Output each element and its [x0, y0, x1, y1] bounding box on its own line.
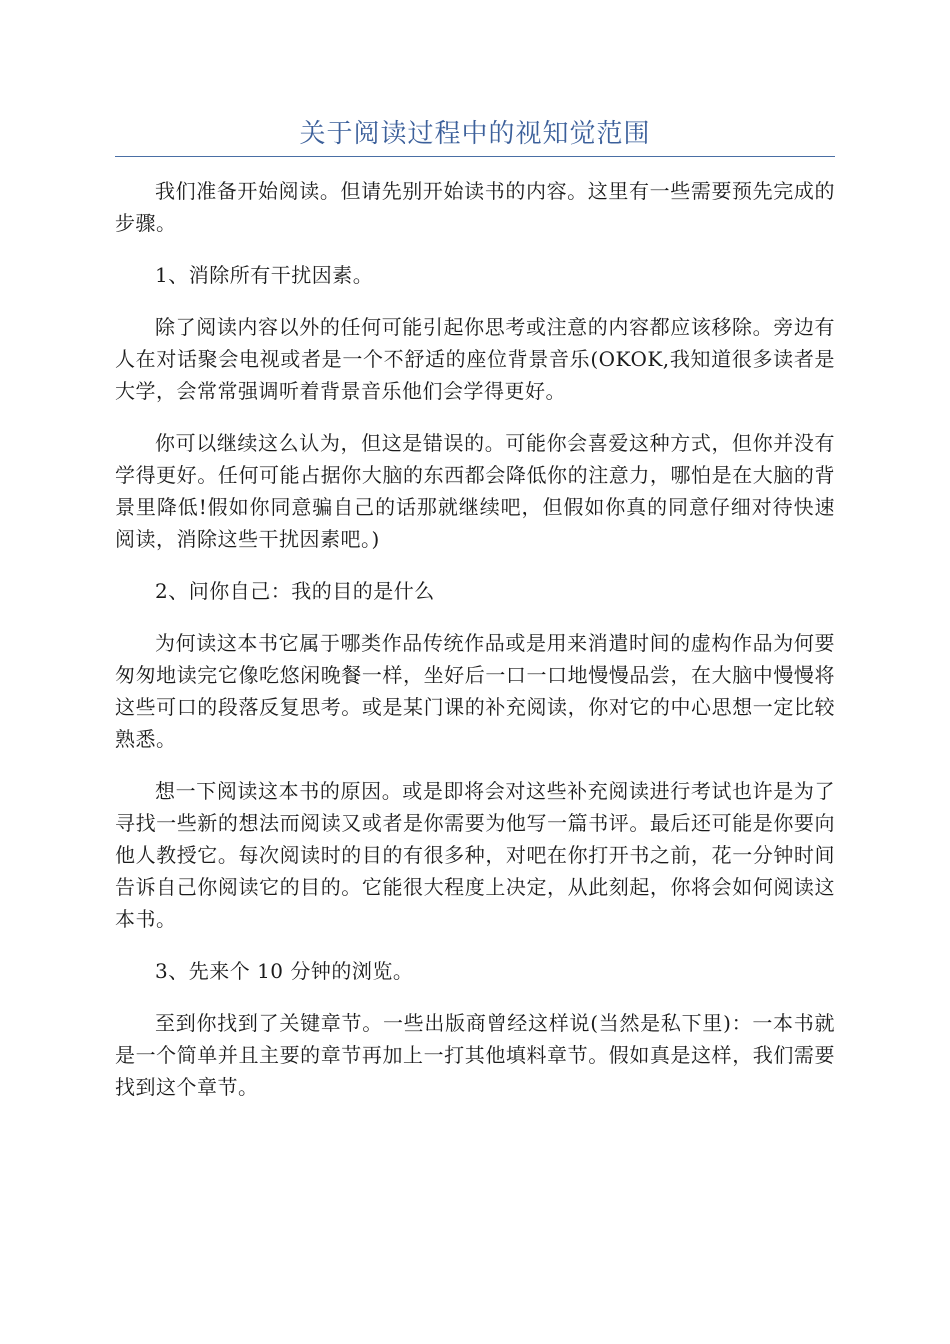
paragraph-distractions: 除了阅读内容以外的任何可能引起你思考或注意的内容都应该移除。旁边有人在对话聚会电视或者是一个不舒适的座位背景音乐(OKOK,我知道很多读者是大学，会常常强调听着背景音乐他们会学得更好。 [115, 315, 835, 403]
heading-step-3: 3、先来个 10 分钟的浏览。 [155, 959, 414, 983]
title-block [115, 112, 835, 157]
heading-step-1: 1、消除所有干扰因素。 [155, 263, 374, 287]
document-title: 关于阅读过程中的视知觉范围 [299, 119, 651, 149]
paragraph-distractions-continued: 你可以继续这么认为，但这是错误的。可能你会喜爱这种方式，但你并没有学得更好。任何可能占据你大脑的东西都会降低你的注意力，哪怕是在大脑的背景里降低!假如你同意骗自己的话那就继续吧，但假如你真的同意仔细对待快速阅读，消除这些干扰因素吧。) [115, 431, 835, 551]
paragraph-purpose: 为何读这本书它属于哪类作品传统作品或是用来消遣时间的虚构作品为何要匆匆地读完它像吃悠闲晚餐一样，坐好后一口一口地慢慢品尝，在大脑中慢慢将这些可口的段落反复思考。或是某门课的补充阅读，你对它的中心思想一定比较熟悉。 [115, 631, 835, 751]
document-body [115, 175, 835, 1123]
heading-step-2: 2、问你自己：我的目的是什么 [155, 579, 435, 603]
paragraph-key-chapter: 至到你找到了关键章节。一些出版商曾经这样说(当然是私下里)：一本书就是一个简单并且主要的章节再加上一打其他填料章节。假如真是这样，我们需要找到这个章节。 [115, 1011, 835, 1099]
paragraph-reason: 想一下阅读这本书的原因。或是即将会对这些补充阅读进行考试也许是为了寻找一些新的想法而阅读又或者是你需要为他写一篇书评。最后还可能是你要向他人教授它。每次阅读时的目的有很多种，对吧在你打开书之前，花一分钟时间告诉自己你阅读它的目的。它能很大程度上决定，从此刻起，你将会如何阅读这本书。 [115, 779, 835, 931]
paragraph-intro: 我们准备开始阅读。但请先别开始读书的内容。这里有一些需要预先完成的步骤。 [115, 179, 835, 235]
